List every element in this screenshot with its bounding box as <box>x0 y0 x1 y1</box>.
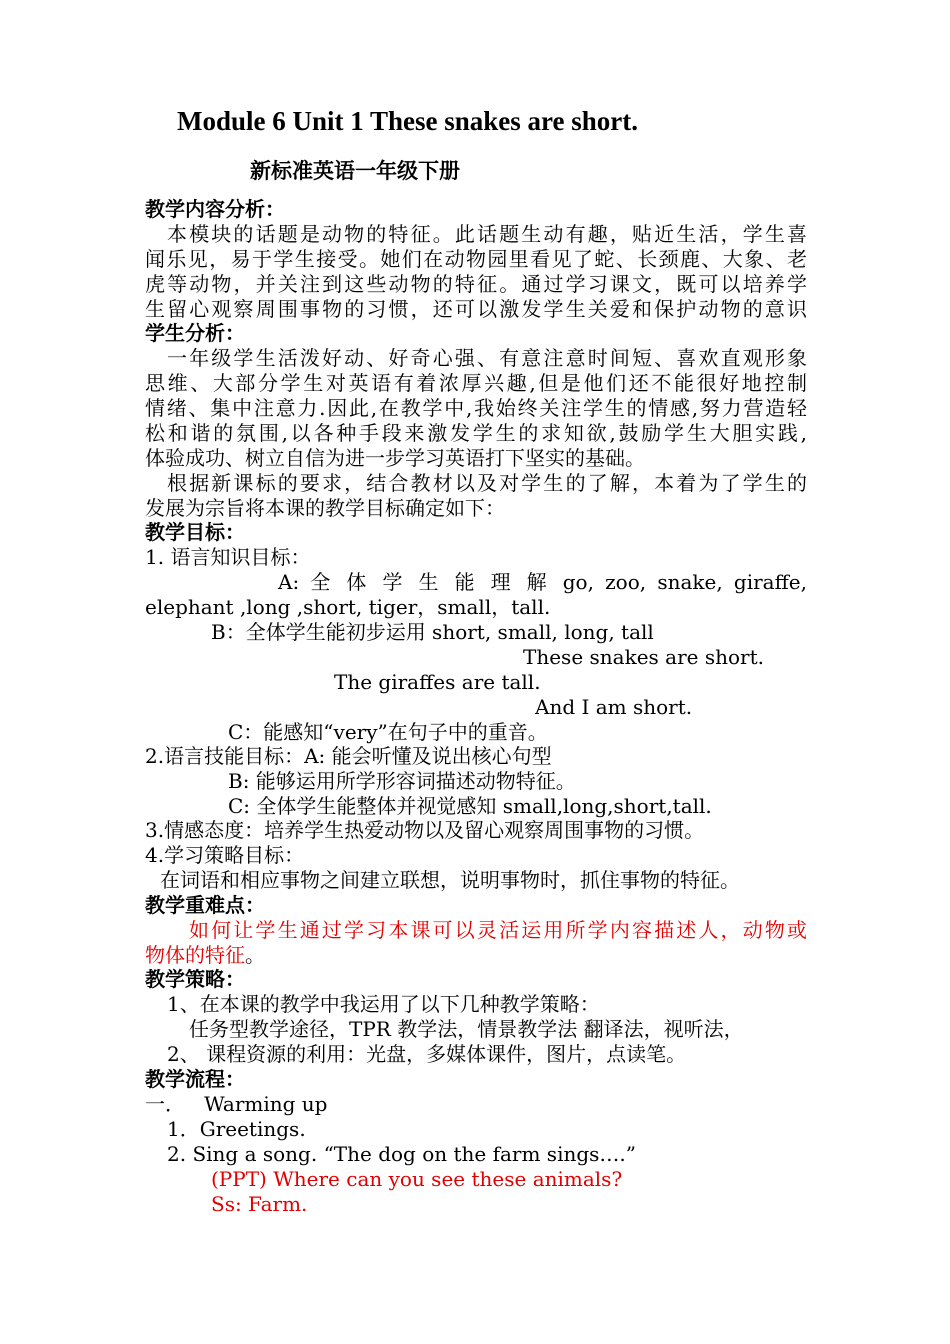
page-title: Module 6 Unit 1 These snakes are short. <box>177 106 639 136</box>
procedure-line: (PPT) Where can you see these animals? <box>211 1167 623 1191</box>
student-analysis-line: 思维、大部分学生对英语有着浓厚兴趣,但是他们还不能很好地控制 <box>145 371 807 395</box>
key-points-heading: 教学重难点： <box>145 893 265 917</box>
content-analysis-line: 生留心观察周围事物的习惯，还可以激发学生关爱和保护动物的意识 <box>145 297 807 321</box>
objectives-line: 2.语言技能目标：A: 能会听懂及说出核心句型 <box>145 744 552 768</box>
key-points-line: 物体的特征 <box>145 943 245 967</box>
strategies-heading: 教学策略： <box>145 967 245 991</box>
strategies-line: 任务型教学途径，TPR 教学法，情景教学法 翻译法，视听法， <box>189 1017 744 1041</box>
content-analysis-line: 本模块的话题是动物的特征。此话题生动有趣，贴近生活，学生喜 <box>167 222 807 246</box>
procedure-line: 2. Sing a song. “The dog on the farm sings….” <box>167 1142 636 1166</box>
content-analysis-line: 闻乐见，易于学生接受。她们在动物园里看见了蛇、长颈鹿、大象、老 <box>145 247 807 271</box>
student-analysis-line: 松和谐的氛围,以各种手段来激发学生的求知欲,鼓励学生大胆实践, <box>145 421 807 445</box>
objectives-heading: 教学目标： <box>145 520 245 544</box>
student-analysis-line: 发展为宗旨将本课的教学目标确定如下： <box>145 496 505 520</box>
key-points-period: 。 <box>245 943 265 967</box>
objectives-line: 在词语和相应事物之间建立联想，说明事物时，抓住事物的特征。 <box>160 868 740 892</box>
objectives-line: elephant ,long ,short, tiger，small，tall. <box>145 595 551 619</box>
key-points-line: 如何让学生通过学习本课可以灵活运用所学内容描述人，动物或 <box>189 918 807 942</box>
objectives-line: B：全体学生能初步运用 short, small, long, tall <box>211 620 654 644</box>
student-analysis-heading: 学生分析： <box>145 321 245 345</box>
objectives-line: 4.学习策略目标： <box>145 843 305 867</box>
student-analysis-line: 根据新课标的要求，结合教材以及对学生的了解，本着为了学生的 <box>167 471 807 495</box>
strategies-line: 1、在本课的教学中我运用了以下几种教学策略： <box>167 992 600 1016</box>
objectives-line: A: 全 体 学 生 能 理 解 go, zoo, snake, giraffe, <box>278 570 807 594</box>
objectives-line: C: 全体学生能整体并视觉感知 small,long,short,tall. <box>228 794 712 818</box>
content-analysis-heading: 教学内容分析： <box>145 197 285 221</box>
page-subtitle: 新标准英语一年级下册 <box>250 158 460 183</box>
procedure-line: 一． Warming up <box>145 1092 328 1116</box>
student-analysis-line: 体验成功、树立自信为进一步学习英语打下坚实的基础。 <box>145 446 645 470</box>
key-points-line-wrap <box>145 943 265 968</box>
objectives-line: 3.情感态度：培养学生热爱动物以及留心观察周围事物的习惯。 <box>145 818 705 842</box>
student-analysis-line: 一年级学生活泼好动、好奇心强、有意注意时间短、喜欢直观形象 <box>167 346 807 370</box>
strategies-line: 2、 课程资源的利用：光盘，多媒体课件，图片，点读笔。 <box>167 1042 687 1066</box>
objectives-line: And I am short. <box>535 695 693 719</box>
procedure-line: 1．Greetings. <box>167 1117 306 1141</box>
objectives-line: C：能感知“very”在句子中的重音。 <box>228 720 548 744</box>
procedure-line: Ss: Farm. <box>211 1192 308 1216</box>
objectives-line: B: 能够运用所学形容词描述动物特征。 <box>228 769 576 793</box>
procedure-heading: 教学流程： <box>145 1067 245 1091</box>
objectives-line: The giraffes are tall. <box>334 670 541 694</box>
student-analysis-line: 情绪、集中注意力.因此,在教学中,我始终关注学生的情感,努力营造轻 <box>145 396 807 420</box>
objectives-line: These snakes are short. <box>523 645 764 669</box>
content-analysis-line: 虎等动物，并关注到这些动物的特征。通过学习课文，既可以培养学 <box>145 272 807 296</box>
objectives-line: 1. 语言知识目标： <box>145 545 311 569</box>
